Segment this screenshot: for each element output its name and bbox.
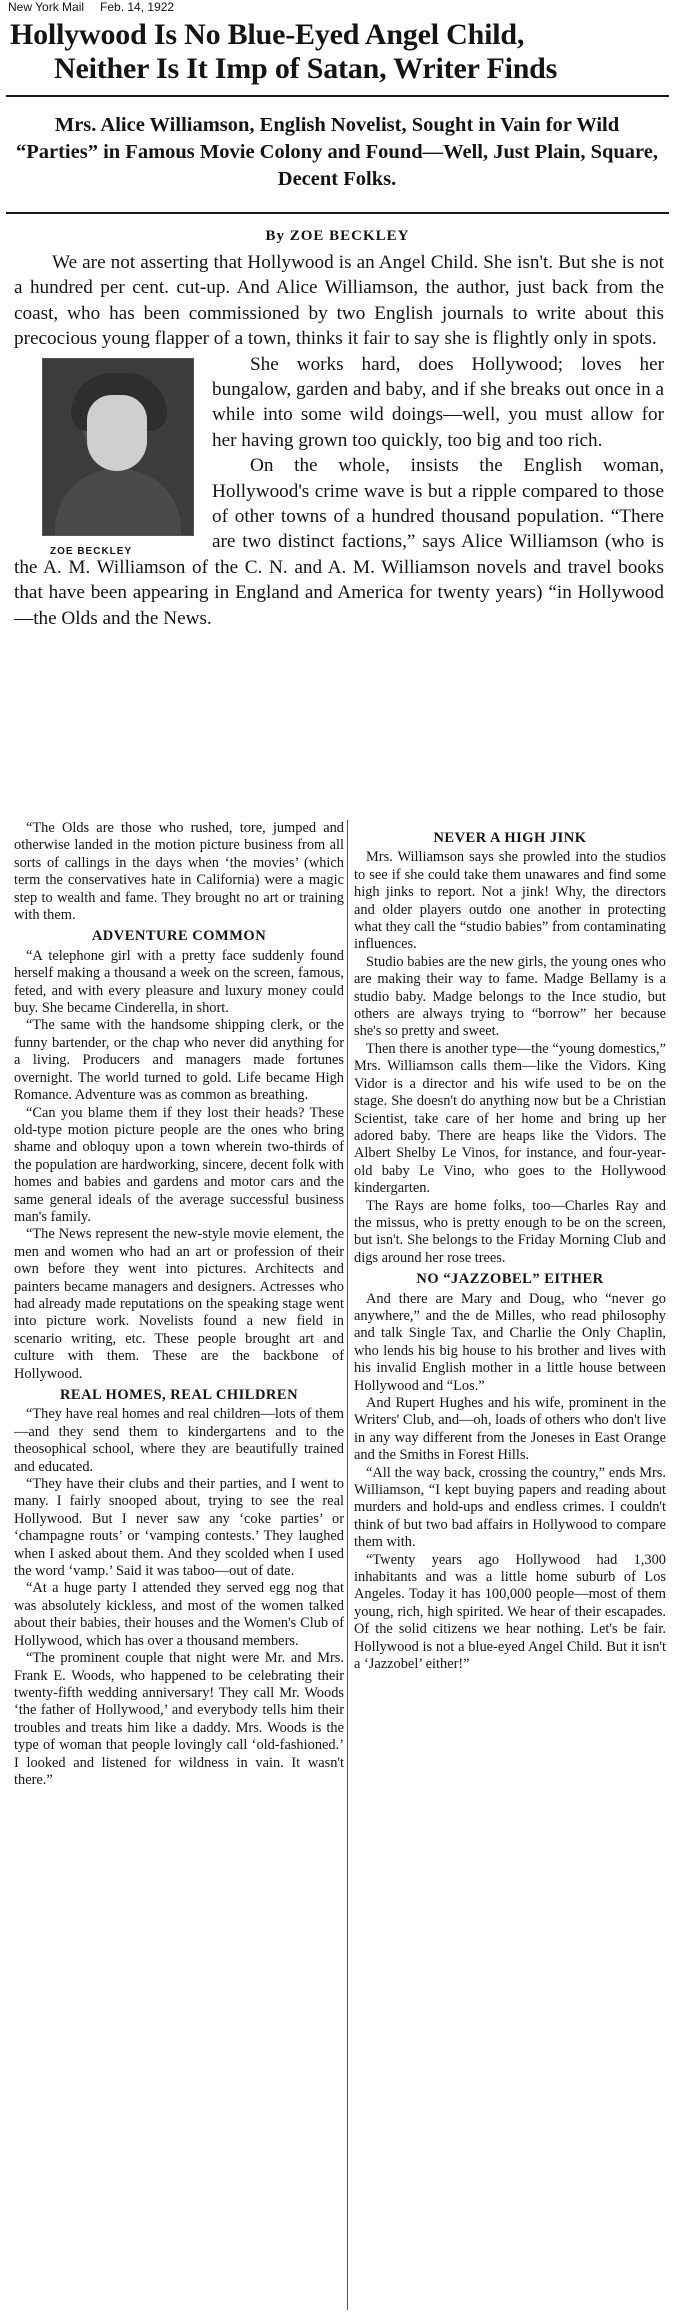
- body-paragraph: “A telephone girl with a pretty face suddenly found herself making a thousand a week on the screen, famous, feted, and with every pleasure and luxury money could buy. She became Cinderella, in short.: [14, 947, 344, 1017]
- deck-rule: [6, 212, 669, 214]
- body-paragraph: And Rupert Hughes and his wife, prominent in the Writers' Club, and—oh, loads of others who don't live in any way different from the Joneses in East Orange and the Smiths in Forest Hills.: [354, 1395, 666, 1464]
- body-paragraph: “The same with the handsome shipping clerk, or the funny bartender, or the chap who never did anything for a living. Producers and managers made fortunes overnight. The world turned to gold. Life became High Romance. Adventure was as common as breathing.: [14, 1017, 344, 1104]
- section-subheading: NO “JAZZOBEL” EITHER: [416, 1271, 604, 1288]
- right-column: [354, 826, 666, 1674]
- section-subheading: NEVER A HIGH JINK: [433, 830, 587, 846]
- body-paragraph: “They have real homes and real children—lots of them—and they send them to kindergartens and to the theosophical school, where they are beautifully trained and educated.: [14, 1406, 344, 1475]
- body-paragraph: Mrs. Williamson says she prowled into the studios to see if she could take them unawares and find some high jinks to report. Not a jink! Why, the directors and older players outdo one another in protecting what they call the “studio babies” from contaminating influences.: [354, 849, 666, 953]
- lead-paragraph: On the whole, insists the English woman, Hollywood's crime wave is but a ripple compared to those of other towns of a hundred thousand population. “There are two distinct factions,” says Alice Williamson (who is the A. M. Williamson of the C. N. and A. M. Williamson novels and travel books that have been appearing in England and America for twenty years) “in Hollywood—the Olds and the News.: [14, 455, 664, 629]
- headline-line-2: Neither Is It Imp of Satan, Writer Finds: [54, 52, 558, 85]
- issue-date: Feb. 14, 1922: [100, 0, 175, 14]
- author-photo: [38, 358, 196, 557]
- byline: By ZOE BECKLEY: [265, 228, 410, 244]
- body-paragraph: Then there is another type—the “young domestics,” Mrs. Williamson calls them—like the Vidors. King Vidor is a director and his wife used to be on the stage. She doesn't do anything now but be a Christian Scientist, take care of her home and bring up her adored baby. There are heaps like the Vidors. The Albert Shelby Le Vinos, for instance, and four-year-old baby Le Vino, who goes to the Hollywood kindergarten.: [354, 1040, 666, 1197]
- body-paragraph: “They have their clubs and their parties, and I went to many. I fairly snooped about, trying to see the real Hollywood. But I never saw any ‘coke parties’ or ‘champagne routs’ or ‘vamping contests.’ They laughed when I asked about them. And they scolded when I used the word ‘vamp.’ Said it was taboo—out of date.: [14, 1476, 344, 1580]
- body-paragraph: “Twenty years ago Hollywood had 1,300 inhabitants and was a little home suburb of Los Angeles. Today it has 100,000 people—most of them young, rich, high spirited. We hear of their escapades. Of the solid citizens we hear nothing. Let's be fair. Hollywood is not a blue-eyed Angel Child. But it isn't a ‘Jazzobel’ either!”: [354, 1551, 666, 1673]
- column-divider: [347, 820, 348, 2310]
- subheadline-deck: Mrs. Alice Williamson, English Novelist, Sought in Vain for Wild “Parties” in Famous Movie Colony and Found—Well, Just Plain, Square, Decent Folks.: [15, 114, 659, 190]
- lead-paragraph: We are not asserting that Hollywood is an Angel Child. She isn't. But she is not a hundred per cent. cut-up. And Alice Williamson, the author, just back from the coast, who has been commissioned by two English journals to write about this precocious young flapper of a town, thinks it fair to say she is flightly only in spots.: [14, 252, 664, 350]
- headline-line-1: Hollywood Is No Blue-Eyed Angel Child,: [10, 18, 525, 51]
- section-subheading: REAL HOMES, REAL CHILDREN: [59, 1387, 299, 1403]
- body-paragraph: Studio babies are the new girls, the young ones who are making their way to fame. Madge Bellamy is a studio baby. Madge belongs to the Ince studio, but others are always trying to “borrow” her because she's so pretty and sweet.: [354, 953, 666, 1040]
- masthead: [8, 0, 668, 16]
- body-paragraph: “At a huge party I attended they served egg nog that was absolutely kickless, and most of the women talked about their babies, their houses and the Women's Club of Hollywood, which has over a thousand members.: [14, 1580, 344, 1649]
- lead-text: [14, 250, 664, 631]
- body-paragraph: “Can you blame them if they lost their heads? These old-type motion picture people are the ones who bring shame and obloquy upon a town wherein two-thirds of the population are hardworking, sincere, decent folk with homes and babies and gardens and motor cars and the same general ideals of the average successful business man's family.: [14, 1104, 344, 1225]
- photo-caption: ZOE BECKLEY: [50, 545, 133, 557]
- body-paragraph: “The News represent the new-style movie element, the men and women who had an art or profession of their own before they went into pictures. Architects and painters became managers and designers. Actresses who had already made reputations on the speaking stage went into picture work. Novelists found a new field in scenario writing, etc. These people brought art and culture with them. These are the backbone of Hollywood.: [14, 1226, 344, 1382]
- headline: [10, 18, 665, 86]
- body-paragraph: “The prominent couple that night were Mr. and Mrs. Frank E. Woods, who happened to be celebrating their twenty-fifth wedding anniversary! They call Mr. Woods ‘the father of Hollywood,’ and everybody tells him their troubles and treats him like a daddy. Mrs. Woods is the type of woman that people lovingly call ‘old-fashioned.’ I looked and listened for wildness in vain. It wasn't there.”: [14, 1650, 344, 1788]
- headline-rule: [6, 95, 669, 97]
- body-paragraph: The Rays are home folks, too—Charles Ray and the missus, who is pretty enough to be on the screen, but isn't. She belongs to the Friday Morning Club and digs around her rose trees.: [354, 1197, 666, 1266]
- lead-paragraph: She works hard, does Hollywood; loves her bungalow, garden and baby, and if she breaks out once in a while into some wild doings—well, you must allow for her having grown too quickly, too big and too rich.: [212, 353, 665, 451]
- section-subheading: ADVENTURE COMMON: [91, 928, 267, 945]
- body-paragraph: And there are Mary and Doug, who “never go anywhere,” and the de Milles, who read philosophy and talk Single Tax, and Charlie the Only Chaplin, who lends his big house to his brother and lives with his invalid English mother in a little house between Hollywood and “Los.”: [354, 1290, 666, 1394]
- left-column: [14, 820, 344, 1789]
- author-portrait-image: [42, 358, 194, 536]
- body-paragraph: “The Olds are those who rushed, tore, jumped and otherwise landed in the motion picture business from all sorts of callings in the days when ‘the movies’ (which term the conservatives hate in California) were a magic step to wealth and fame. They brought no art or training with them.: [14, 820, 344, 924]
- paper-name: New York Mail: [8, 0, 85, 14]
- body-paragraph: “All the way back, crossing the country,” ends Mrs. Williamson, “I kept buying papers and reading about murders and hold-ups and endless crimes. I couldn't think of but two bad affairs in Hollywood to compare them with.: [354, 1464, 666, 1551]
